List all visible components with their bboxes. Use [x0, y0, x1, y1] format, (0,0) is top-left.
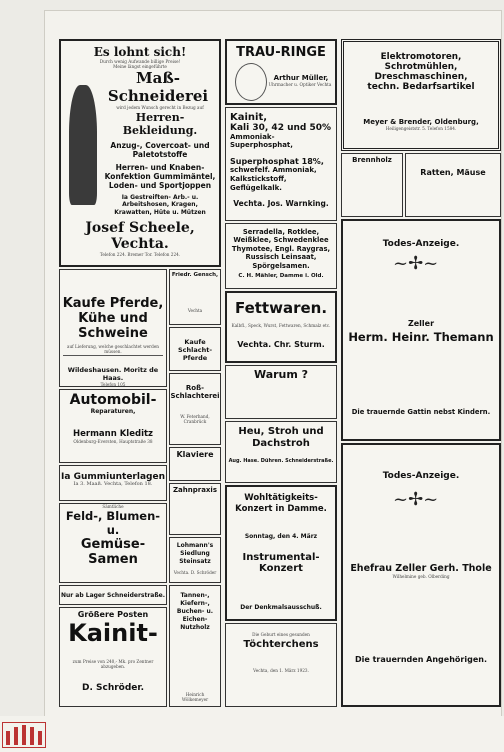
ad-serradella: [225, 223, 337, 289]
ad-elektro-title1: Elektromotoren, Schrotmühlen,: [380, 52, 462, 72]
ad-scheele-sub2: Meine längst eingeführte: [113, 64, 167, 70]
ad-holz-name: Heinrich Wölkemeyer: [181, 692, 209, 703]
ad-holz-title: Tannen-, Kiefern-, Buchen- u. Eichen-Nutzholz: [176, 592, 214, 631]
ad-kainit-warnking: [225, 107, 337, 221]
ad-brennholz-title: Brennholz: [352, 156, 392, 164]
ad-trauringe-addr: Uhrmacher u. Optiker Vechta: [268, 82, 332, 87]
ad-scheele-sub1: Durch wenig Aufwande billige Preise!: [99, 59, 181, 64]
ad-nutzholz: [169, 585, 221, 707]
ad-warum: [225, 365, 337, 419]
ad-fettwaren-name: Vechta. Chr. Sturm.: [237, 340, 325, 350]
ad-steinsatz: [169, 537, 221, 583]
ad-gummi: [59, 465, 167, 501]
ad-kainit2-line5: schwefelf. Ammoniak, Kalkstickstoff, Geflügelkalk.: [230, 166, 317, 192]
ad-ross-title: Roß-Schlachterei: [170, 384, 220, 400]
palm-branch-icon-2: ~✢~: [393, 489, 439, 510]
ad-scheele-list2: Herren- und Knaben-Konfektion Gummimäntel, Loden- und Sportjoppen: [104, 162, 216, 190]
ad-fettwaren: [225, 291, 337, 363]
ad-elektromotoren: [341, 39, 501, 151]
ad-gummi-sub: Ia 3. Maaß. Vechta, Telefon 18.: [73, 481, 153, 487]
ad-trauringe-name: Arthur Müller,: [273, 74, 329, 82]
ad-tochter-pre: Die Geburt eines gesunden: [252, 632, 310, 637]
ad-schlacht-pferde: [169, 327, 221, 371]
ad-kainit-schroeder: [59, 607, 167, 707]
ad-todes1-title: Todes-Anzeige.: [382, 239, 460, 249]
ad-zahn-title: Zahnpraxis: [172, 486, 218, 494]
ad-scheele-list1: Anzug-, Covercoat- und Paletotstoffe: [110, 140, 210, 159]
ad-ross-name: W. Feterhand, Cranbrück: [180, 414, 210, 425]
ad-automobil: [59, 389, 167, 463]
ad-heu-stroh: [225, 421, 337, 483]
ad-auto-title: Automobil-: [69, 392, 157, 408]
ad-fettwaren-title: Fettwaren.: [234, 299, 328, 317]
ad-kainit2-title: Kainit,: [230, 112, 268, 123]
ad-konzert: [225, 485, 337, 621]
archive-logo-icon: [2, 722, 46, 748]
ad-scheele-list3: Ia Gestreiften- Arb.- u. Arbeitshosen, Kragen, Krawatten, Hüte u. Mützen: [114, 193, 206, 216]
ad-scheele-title2: Maß-Schneiderei: [107, 69, 209, 106]
bottom-strip: [0, 716, 504, 752]
ad-konzert-title: Wohltätigkeits-Konzert in Damme.: [235, 493, 327, 514]
ad-ratten: [405, 153, 501, 217]
ad-steinsatz-title: Lohmann's Siedlung Steinsatz: [176, 542, 214, 565]
ad-auto-name: Hermann Kleditz: [73, 429, 153, 439]
ad-kainit-pre: Größere Posten: [77, 610, 149, 619]
ad-kainit2-name: Vechta. Jos. Warnking.: [233, 199, 329, 208]
ad-toechterchen: [225, 623, 337, 707]
ad-steinsatz-name: Vechta. D. Schröder: [173, 570, 217, 575]
ad-samen-pre: Sämtliche: [102, 504, 124, 509]
ad-konzert-footer: Der Denkmalsausschuß.: [240, 604, 322, 611]
tailor-figure: [69, 85, 97, 205]
ring-icon: [235, 63, 267, 101]
ad-todes1-name: Zeller: [407, 319, 435, 328]
ad-kainit-name: D. Schröder.: [82, 683, 144, 694]
ad-kainit2-line3: Ammoniak-Superphosphat,: [230, 133, 293, 149]
ad-fettwaren-body: Kalbfl., Speck, Wurst, Fettwaren, Schmalz etc.: [231, 323, 331, 328]
palm-branch-icon: ~✢~: [393, 253, 439, 274]
ad-schneiderei: [59, 585, 167, 605]
ad-elektro-name: Meyer & Brender, Oldenburg,: [363, 118, 479, 126]
ad-todes2-title: Todes-Anzeige.: [382, 471, 460, 481]
ad-todes1-title2: Herm. Heinr. Themann: [348, 330, 494, 344]
ad-auto-addr: Oldenburg-Eversten, Hauptstraße 38: [73, 439, 153, 444]
ad-todes1-footer: Die trauernde Gattin nebst Kindern.: [351, 408, 491, 416]
ad-pferde-name: Wildeshausen. Moritz de Haas.: [67, 366, 159, 383]
ad-zahnpraxis: [169, 483, 221, 535]
ad-todes-anzeige-1: [341, 219, 501, 441]
ad-friedr-gensch: [169, 269, 221, 325]
ad-kainit-title: Kainit-: [68, 619, 158, 647]
ad-todes2-sub: Wilhelmine geb. Olberding: [392, 574, 450, 579]
ad-scheele-addr: Telefon 224. Bremer Tor. Telefon 224.: [99, 252, 181, 258]
ad-saemereien: [59, 503, 167, 583]
ad-pferde: [59, 269, 167, 387]
ad-samen-title2: Gemüse-Samen: [80, 537, 146, 568]
divider: [63, 355, 163, 356]
ad-kainit2-sub: Kali 30, 42 und 50%: [230, 123, 332, 133]
ad-friedr-title: Friedr. Gensch,: [171, 272, 219, 278]
ad-tochter-name: Vechta, den 1. März 1923.: [253, 668, 309, 674]
ad-todes2-footer: Die trauernden Angehörigen.: [355, 655, 487, 665]
ad-scheele-title1: Es lohnt sich!: [93, 45, 187, 59]
ad-scheele-name: Josef Scheele, Vechta.: [85, 220, 195, 253]
newspaper-page: [44, 10, 502, 718]
ad-tochter-title: Töchterchens: [243, 639, 319, 651]
ad-scheele-sub3: wird jedem Wunsch gerecht in Bezug auf: [116, 105, 204, 111]
ad-schneider-title: Nur ab Lager Schneiderstraße.: [60, 592, 166, 599]
ad-brennholz: [341, 153, 403, 217]
ad-gummi-title: Ia Gummiunterlagen: [61, 472, 165, 482]
ad-konzert-title2: Instrumental-Konzert: [242, 552, 320, 574]
ad-rossschlachterei: [169, 373, 221, 445]
ad-kainit-body: zum Preise von 240,- Mk. pro Zentner abzugeben.: [72, 659, 154, 670]
ad-pferde-body: auf Lieferung, welche geschlachtet werden müssen.: [66, 344, 159, 355]
ad-serradella-title: Serradella, Rotklee, Weißklee, Schwedenklee Thymotee, Engl. Raygras, Russisch Leinsaat, Spörgelsamen.: [231, 228, 331, 270]
ad-scheele: [59, 39, 221, 267]
ad-scheele-title3: Herren-Bekleidung.: [122, 110, 198, 137]
ad-heu-title: Heu, Stroh und Dachstroh: [238, 426, 324, 449]
ad-elektro-title2: Dreschmaschinen,: [374, 72, 468, 82]
ad-todes-anzeige-2: [341, 443, 501, 707]
ad-elektro-title3: techn. Bedarfsartikel: [367, 82, 475, 92]
ad-ratten-title: Ratten, Mäuse: [420, 168, 486, 177]
ad-elektro-addr: Heiligengeiststr. 5. Telefon 1584.: [385, 126, 457, 131]
ad-samen-title1: Feld-, Blumen- u.: [65, 509, 161, 538]
ad-pferde-phone: Telefon 105: [100, 382, 126, 387]
ad-konzert-line2: Sonntag, den 4. März: [244, 533, 318, 540]
ad-trauringe-title: TRAU-RINGE: [236, 45, 326, 60]
ad-serradella-name: C. H. Mähler, Damme i. Old.: [238, 273, 324, 280]
ad-schlacht-title: Kaufe Schlacht-Pferde: [177, 338, 213, 362]
ad-pferde-title: Kaufe Pferde, Kühe und Schweine: [62, 296, 164, 341]
ad-kainit2-line4: Superphosphat 18%,: [230, 157, 324, 166]
ad-friedr-body: Vechta: [187, 308, 203, 313]
ad-heu-name: Aug. Hase. Dühren. Schneiderstraße.: [228, 458, 334, 464]
ad-klaviere-title: Klaviere: [176, 450, 214, 459]
ad-klaviere: [169, 447, 221, 481]
ad-warum-title: Warum ?: [253, 368, 309, 381]
ad-auto-sub: Reparaturen,: [90, 408, 136, 415]
ad-todes2-title2: Ehefrau Zeller Gerh. Thole: [350, 563, 492, 574]
ad-trauringe: [225, 39, 337, 105]
